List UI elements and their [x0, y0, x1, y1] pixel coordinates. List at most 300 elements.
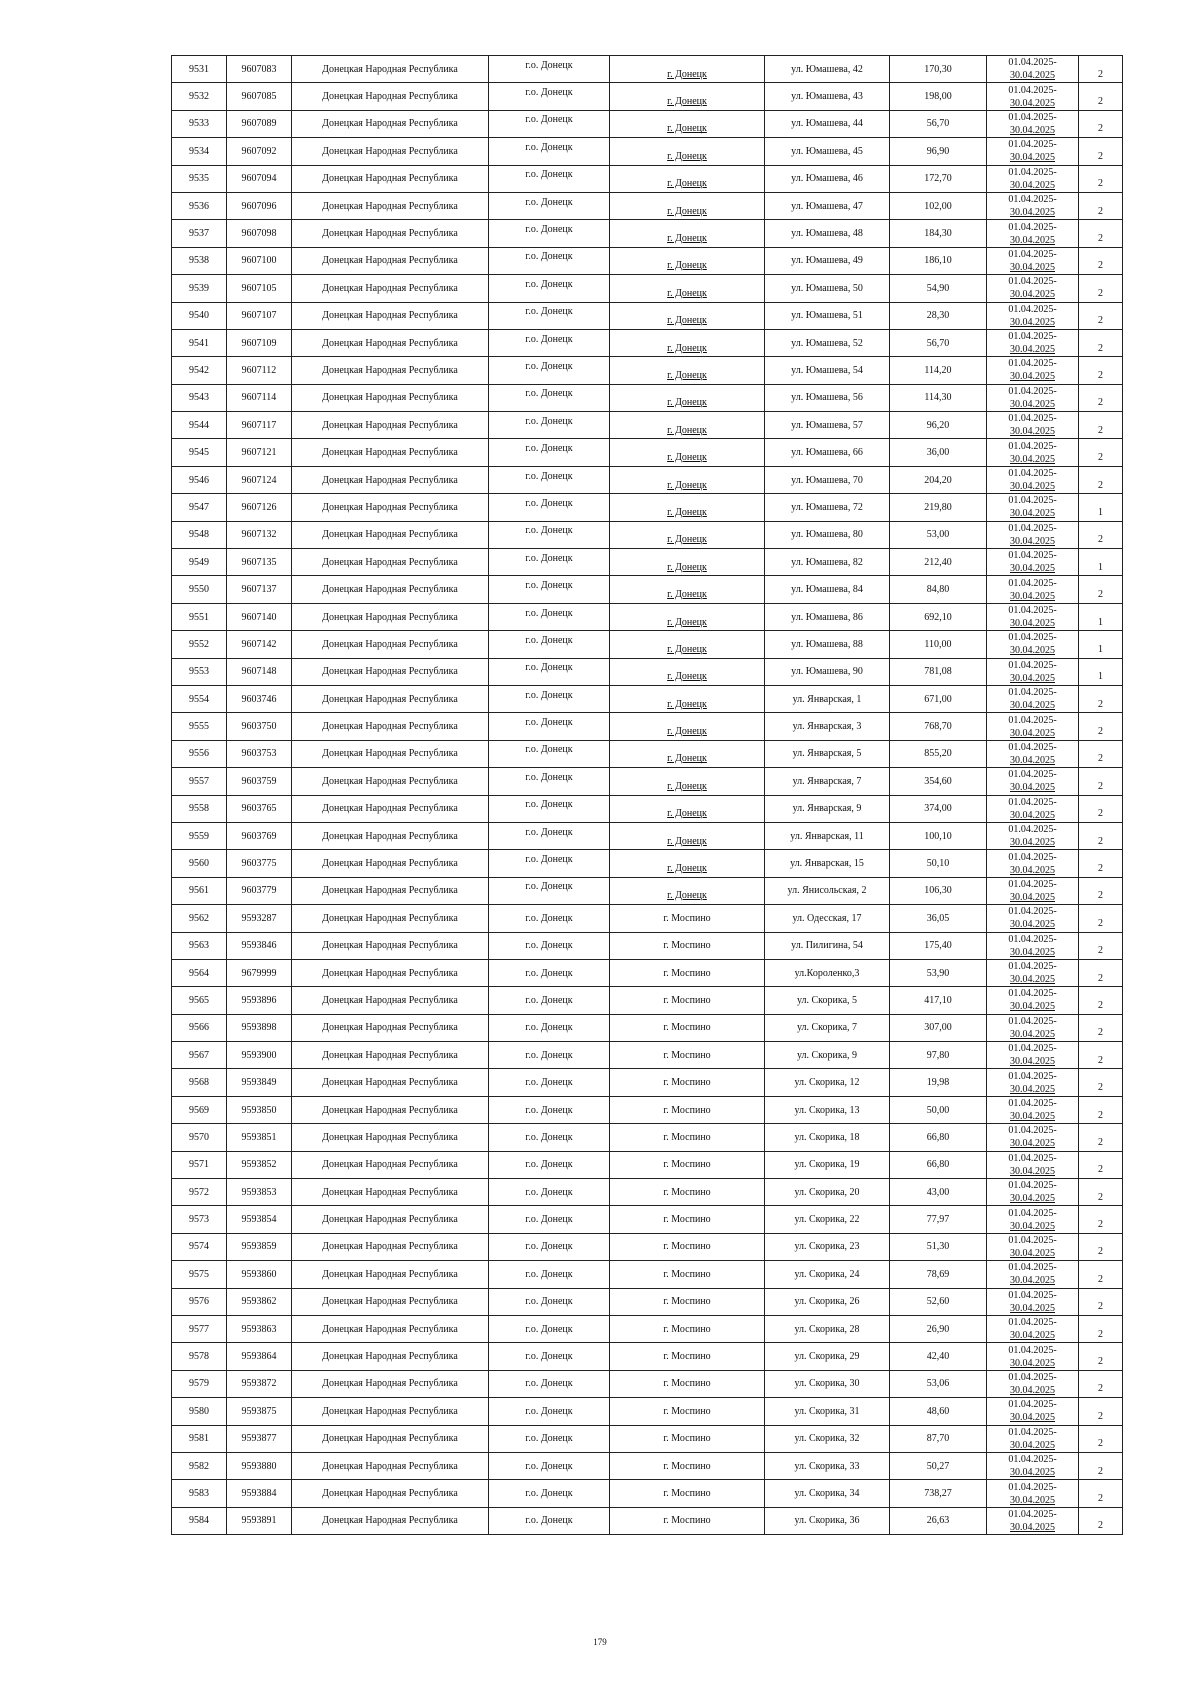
- cell-text: г. Моспино: [663, 1296, 711, 1308]
- area: [890, 302, 987, 329]
- table-row: [172, 83, 1123, 110]
- period: [987, 987, 1079, 1014]
- count: [1079, 1452, 1123, 1479]
- region: [292, 685, 489, 712]
- cell-text: Донецкая Народная Республика: [322, 858, 458, 870]
- object-code: [227, 685, 292, 712]
- cell-text: 9562: [189, 912, 209, 924]
- area: [890, 1480, 987, 1507]
- table-row: [172, 1315, 1123, 1342]
- cell-text: 36,05: [926, 912, 950, 924]
- cell-text: 1: [1098, 643, 1103, 655]
- cell-text: г. Моспино: [663, 1159, 711, 1171]
- locality: [610, 795, 765, 822]
- period-stack: [989, 1262, 1076, 1286]
- row-number: [172, 877, 227, 904]
- cell-text: 184,30: [924, 228, 952, 240]
- cell-text: 36,00: [926, 447, 950, 459]
- cell-text: 01.04.2025-: [1008, 194, 1057, 206]
- locality: [610, 1124, 765, 1151]
- period-stack: [989, 194, 1076, 218]
- cell-text: 9547: [189, 501, 209, 513]
- cell-text: ул. Скорика, 19: [794, 1159, 860, 1171]
- period-stack: [989, 742, 1076, 766]
- period-stack: [989, 1317, 1076, 1341]
- cell-text: г. Моспино: [663, 1268, 711, 1280]
- cell-text: г. Моспино: [663, 994, 711, 1006]
- object-code: [227, 1452, 292, 1479]
- period: [987, 494, 1079, 521]
- period: [987, 56, 1079, 83]
- table-row: [172, 877, 1123, 904]
- cell-text: 9569: [189, 1104, 209, 1116]
- table-row: [172, 1507, 1123, 1534]
- cell-text: 204,20: [924, 474, 952, 486]
- cell-text: 87,70: [926, 1433, 950, 1445]
- cell-text: г. Донецк: [667, 424, 707, 436]
- row-number: [172, 740, 227, 767]
- cell-text: г.о. Донецк: [525, 333, 573, 345]
- cell-text: 9578: [189, 1351, 209, 1363]
- cell-text: г.о. Донецк: [525, 1077, 573, 1089]
- cell-text: Донецкая Народная Республика: [322, 638, 458, 650]
- cell-text: 26,63: [926, 1515, 950, 1527]
- cell-text: 01.04.2025-: [1008, 659, 1057, 671]
- cell-text: 2: [1098, 150, 1103, 162]
- cell-text: 66,80: [926, 1159, 950, 1171]
- object-code: [227, 1425, 292, 1452]
- municipality: [489, 685, 610, 712]
- region: [292, 1425, 489, 1452]
- address: [765, 1179, 890, 1206]
- cell-text: 9593872: [241, 1378, 277, 1390]
- locality: [610, 658, 765, 685]
- cell-text: Донецкая Народная Республика: [322, 1433, 458, 1445]
- cell-text: г.о. Донецк: [525, 1268, 573, 1280]
- cell-text: 114,30: [924, 392, 952, 404]
- municipality: [489, 138, 610, 165]
- object-code: [227, 110, 292, 137]
- period-stack: [989, 1454, 1076, 1478]
- cell-text: 01.04.2025-: [1008, 57, 1057, 69]
- cell-text: 50,00: [926, 1104, 950, 1116]
- count: [1079, 1069, 1123, 1096]
- cell-text: г. Донецк: [667, 534, 707, 546]
- cell-text: Донецкая Народная Республика: [322, 1460, 458, 1472]
- region: [292, 83, 489, 110]
- locality: [610, 466, 765, 493]
- address: [765, 1343, 890, 1370]
- municipality: [489, 521, 610, 548]
- address: [765, 1042, 890, 1069]
- region: [292, 822, 489, 849]
- count: [1079, 384, 1123, 411]
- cell-text: 9558: [189, 803, 209, 815]
- count: [1079, 412, 1123, 439]
- cell-text: 2: [1098, 123, 1103, 135]
- cell-text: 9593849: [241, 1077, 277, 1089]
- cell-text: г. Моспино: [663, 1214, 711, 1226]
- cell-text: г.о. Донецк: [525, 388, 573, 400]
- address: [765, 1014, 890, 1041]
- cell-text: 30.04.2025: [1010, 837, 1055, 849]
- object-code: [227, 1343, 292, 1370]
- region: [292, 877, 489, 904]
- cell-text: 54,90: [926, 282, 950, 294]
- cell-text: 9593875: [241, 1405, 277, 1417]
- cell-text: 2: [1098, 808, 1103, 820]
- cell-text: 01.04.2025-: [1008, 468, 1057, 480]
- table-row: [172, 1261, 1123, 1288]
- region: [292, 466, 489, 493]
- municipality: [489, 275, 610, 302]
- period-stack: [989, 660, 1076, 684]
- cell-text: Донецкая Народная Республика: [322, 1323, 458, 1335]
- address: [765, 329, 890, 356]
- count: [1079, 1343, 1123, 1370]
- cell-text: 2: [1098, 260, 1103, 272]
- locality: [610, 1480, 765, 1507]
- count: [1079, 220, 1123, 247]
- region: [292, 302, 489, 329]
- cell-text: 9607107: [241, 310, 277, 322]
- count: [1079, 1042, 1123, 1069]
- cell-text: 2: [1098, 890, 1103, 902]
- table-row: [172, 905, 1123, 932]
- count: [1079, 83, 1123, 110]
- municipality: [489, 905, 610, 932]
- row-number: [172, 1124, 227, 1151]
- cell-text: Донецкая Народная Республика: [322, 145, 458, 157]
- table-row: [172, 631, 1123, 658]
- area: [890, 83, 987, 110]
- cell-text: г.о. Донецк: [525, 1022, 573, 1034]
- municipality: [489, 1480, 610, 1507]
- count: [1079, 329, 1123, 356]
- address: [765, 1425, 890, 1452]
- cell-text: 9563: [189, 940, 209, 952]
- table-row: [172, 357, 1123, 384]
- cell-text: г.о. Донецк: [525, 826, 573, 838]
- row-number: [172, 56, 227, 83]
- period: [987, 521, 1079, 548]
- cell-text: 9576: [189, 1296, 209, 1308]
- cell-text: 9607114: [241, 392, 277, 404]
- cell-text: ул. Январская, 1: [792, 693, 862, 705]
- cell-text: 170,30: [924, 63, 952, 75]
- locality: [610, 877, 765, 904]
- object-code: [227, 658, 292, 685]
- cell-text: г.о. Донецк: [525, 169, 573, 181]
- cell-text: г.о. Донецк: [525, 881, 573, 893]
- cell-text: 9607096: [241, 200, 277, 212]
- period: [987, 110, 1079, 137]
- row-number: [172, 685, 227, 712]
- municipality: [489, 1069, 610, 1096]
- table-row: [172, 1096, 1123, 1123]
- cell-text: г. Донецк: [667, 150, 707, 162]
- cell-text: 9533: [189, 118, 209, 130]
- municipality: [489, 713, 610, 740]
- count: [1079, 1425, 1123, 1452]
- cell-text: 30.04.2025: [1010, 700, 1055, 712]
- cell-text: г.о. Донецк: [525, 87, 573, 99]
- cell-text: г. Донецк: [667, 205, 707, 217]
- cell-text: 01.04.2025-: [1008, 1371, 1057, 1383]
- count: [1079, 987, 1123, 1014]
- cell-text: г. Донецк: [667, 780, 707, 792]
- cell-text: 28,30: [926, 310, 950, 322]
- object-code: [227, 850, 292, 877]
- table-row: [172, 740, 1123, 767]
- cell-text: 30.04.2025: [1010, 1001, 1055, 1013]
- cell-text: 2: [1098, 424, 1103, 436]
- period: [987, 1507, 1079, 1534]
- cell-text: г. Донецк: [667, 589, 707, 601]
- cell-text: ул.Короленко,3: [794, 967, 860, 979]
- cell-text: 692,10: [924, 611, 952, 623]
- area: [890, 713, 987, 740]
- table-row: [172, 247, 1123, 274]
- cell-text: 2: [1098, 315, 1103, 327]
- cell-text: 9593860: [241, 1268, 277, 1280]
- cell-text: г. Донецк: [667, 178, 707, 190]
- table-row: [172, 658, 1123, 685]
- cell-text: ул. Скорика, 18: [794, 1131, 860, 1143]
- cell-text: 01.04.2025-: [1008, 632, 1057, 644]
- locality: [610, 110, 765, 137]
- cell-text: 307,00: [924, 1022, 952, 1034]
- cell-text: г.о. Донецк: [525, 360, 573, 372]
- municipality: [489, 877, 610, 904]
- cell-text: 01.04.2025-: [1008, 769, 1057, 781]
- period-stack: [989, 906, 1076, 930]
- cell-text: 9542: [189, 364, 209, 376]
- row-number: [172, 1233, 227, 1260]
- cell-text: 78,69: [926, 1268, 950, 1280]
- cell-text: 9593862: [241, 1296, 277, 1308]
- cell-text: г. Моспино: [663, 1077, 711, 1089]
- cell-text: 30.04.2025: [1010, 97, 1055, 109]
- period: [987, 302, 1079, 329]
- address: [765, 658, 890, 685]
- table-row: [172, 1288, 1123, 1315]
- address: [765, 1507, 890, 1534]
- municipality: [489, 850, 610, 877]
- municipality: [489, 1042, 610, 1069]
- cell-text: ул. Юмашева, 88: [791, 638, 863, 650]
- period: [987, 740, 1079, 767]
- municipality: [489, 302, 610, 329]
- region: [292, 603, 489, 630]
- count: [1079, 1398, 1123, 1425]
- cell-text: Донецкая Народная Республика: [322, 940, 458, 952]
- region: [292, 138, 489, 165]
- municipality: [489, 1096, 610, 1123]
- object-code: [227, 905, 292, 932]
- cell-text: 30.04.2025: [1010, 618, 1055, 629]
- address: [765, 384, 890, 411]
- object-code: [227, 1480, 292, 1507]
- cell-text: 9572: [189, 1186, 209, 1198]
- region: [292, 275, 489, 302]
- cell-text: 9568: [189, 1077, 209, 1089]
- row-number: [172, 466, 227, 493]
- address: [765, 1398, 890, 1425]
- cell-text: 97,80: [926, 1049, 950, 1061]
- cell-text: ул. Юмашева, 47: [791, 200, 863, 212]
- region: [292, 110, 489, 137]
- cell-text: 9573: [189, 1214, 209, 1226]
- address: [765, 1151, 890, 1178]
- row-number: [172, 110, 227, 137]
- cell-text: г. Донецк: [667, 561, 707, 573]
- cell-text: ул. Скорика, 36: [794, 1515, 860, 1527]
- period-stack: [989, 358, 1076, 382]
- cell-text: 53,00: [926, 529, 950, 541]
- cell-text: 9603750: [241, 721, 277, 733]
- object-code: [227, 521, 292, 548]
- object-code: [227, 1069, 292, 1096]
- cell-text: 52,60: [926, 1296, 950, 1308]
- locality: [610, 1343, 765, 1370]
- cell-text: 855,20: [924, 748, 952, 760]
- period-stack: [989, 550, 1076, 574]
- cell-text: 30.04.2025: [1010, 371, 1055, 383]
- cell-text: г. Моспино: [663, 1460, 711, 1472]
- cell-text: 30.04.2025: [1010, 809, 1055, 821]
- cell-text: г.о. Донецк: [525, 1378, 573, 1390]
- count: [1079, 56, 1123, 83]
- cell-text: 01.04.2025-: [1008, 1015, 1057, 1027]
- count: [1079, 357, 1123, 384]
- cell-text: 2: [1098, 96, 1103, 108]
- cell-text: 110,00: [924, 638, 952, 650]
- cell-text: 2: [1098, 369, 1103, 381]
- cell-text: Донецкая Народная Республика: [322, 1296, 458, 1308]
- cell-text: 9607100: [241, 255, 277, 267]
- cell-text: 2: [1098, 1356, 1103, 1368]
- cell-text: 9607117: [241, 419, 277, 431]
- cell-text: 96,20: [926, 419, 950, 431]
- area: [890, 1315, 987, 1342]
- cell-text: 9593846: [241, 940, 277, 952]
- cell-text: 175,40: [924, 940, 952, 952]
- municipality: [489, 631, 610, 658]
- cell-text: 30.04.2025: [1010, 1494, 1055, 1506]
- object-code: [227, 192, 292, 219]
- cell-text: 417,10: [924, 994, 952, 1006]
- locality: [610, 1014, 765, 1041]
- row-number: [172, 1370, 227, 1397]
- cell-text: 9538: [189, 255, 209, 267]
- cell-text: 9575: [189, 1268, 209, 1280]
- region: [292, 1452, 489, 1479]
- cell-text: ул. Юмашева, 48: [791, 228, 863, 240]
- address: [765, 302, 890, 329]
- cell-text: ул. Юмашева, 70: [791, 474, 863, 486]
- cell-text: Донецкая Народная Республика: [322, 721, 458, 733]
- cell-text: 9539: [189, 282, 209, 294]
- cell-text: 2: [1098, 1027, 1103, 1039]
- row-number: [172, 932, 227, 959]
- row-number: [172, 329, 227, 356]
- cell-text: 26,90: [926, 1323, 950, 1335]
- address: [765, 631, 890, 658]
- cell-text: 9607135: [241, 556, 277, 568]
- cell-text: 01.04.2025-: [1008, 331, 1057, 343]
- period: [987, 138, 1079, 165]
- cell-text: ул. Скорика, 30: [794, 1378, 860, 1390]
- cell-text: 212,40: [924, 556, 952, 568]
- municipality: [489, 1261, 610, 1288]
- area: [890, 1042, 987, 1069]
- municipality: [489, 384, 610, 411]
- row-number: [172, 1042, 227, 1069]
- cell-text: 9561: [189, 885, 209, 897]
- object-code: [227, 1370, 292, 1397]
- cell-text: ул. Скорика, 24: [794, 1268, 860, 1280]
- cell-text: 2: [1098, 233, 1103, 245]
- cell-text: Донецкая Народная Республика: [322, 803, 458, 815]
- object-code: [227, 1151, 292, 1178]
- cell-text: г. Моспино: [663, 1351, 711, 1363]
- period-stack: [989, 331, 1076, 355]
- area: [890, 740, 987, 767]
- row-number: [172, 1398, 227, 1425]
- cell-text: 9607142: [241, 638, 277, 650]
- cell-text: 2: [1098, 1520, 1103, 1532]
- cell-text: Донецкая Народная Республика: [322, 1351, 458, 1363]
- cell-text: ул. Юмашева, 44: [791, 118, 863, 130]
- cell-text: 30.04.2025: [1010, 1412, 1055, 1424]
- cell-text: 30.04.2025: [1010, 672, 1055, 684]
- cell-text: 42,40: [926, 1351, 950, 1363]
- row-number: [172, 165, 227, 192]
- locality: [610, 768, 765, 795]
- municipality: [489, 56, 610, 83]
- municipality: [489, 1124, 610, 1151]
- table-row: [172, 1014, 1123, 1041]
- area: [890, 1507, 987, 1534]
- row-number: [172, 905, 227, 932]
- cell-text: 9559: [189, 830, 209, 842]
- cell-text: Донецкая Народная Республика: [322, 1049, 458, 1061]
- region: [292, 987, 489, 1014]
- address: [765, 439, 890, 466]
- cell-text: 30.04.2025: [1010, 754, 1055, 766]
- cell-text: г. Моспино: [663, 1433, 711, 1445]
- cell-text: 1: [1098, 506, 1103, 518]
- cell-text: 9607109: [241, 337, 277, 349]
- period: [987, 1398, 1079, 1425]
- period: [987, 1425, 1079, 1452]
- period: [987, 1288, 1079, 1315]
- table-row: [172, 959, 1123, 986]
- cell-text: ул. Юмашева, 43: [791, 91, 863, 103]
- cell-text: 50,27: [926, 1460, 950, 1472]
- count: [1079, 1315, 1123, 1342]
- cell-text: г.о. Донецк: [525, 1159, 573, 1171]
- cell-text: Донецкая Народная Республика: [322, 419, 458, 431]
- cell-text: 30.04.2025: [1010, 508, 1055, 520]
- cell-text: 01.04.2025-: [1008, 1207, 1057, 1219]
- cell-text: 374,00: [924, 803, 952, 815]
- cell-text: 9679999: [241, 967, 277, 979]
- period-stack: [989, 495, 1076, 519]
- cell-text: 01.04.2025-: [1008, 741, 1057, 753]
- cell-text: 01.04.2025-: [1008, 248, 1057, 260]
